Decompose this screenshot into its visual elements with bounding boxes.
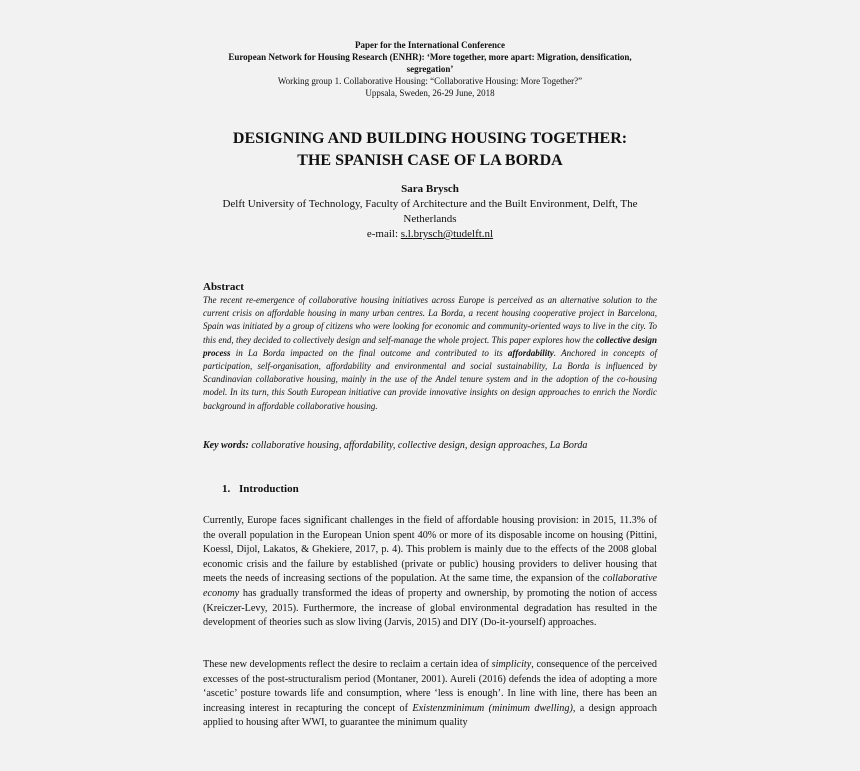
paragraph-2 [203, 658, 657, 731]
p2-part-1: These new developments reflect the desire to reclaim a certain idea of [203, 659, 492, 670]
p2-italic-1: simplicity [491, 659, 532, 670]
header-line-2: European Network for Housing Research (ENHR): ‘More together, more apart: Migration, densification, [228, 52, 632, 62]
p2-italic-2: Existenzminimum (minimum dwelling) [412, 702, 573, 714]
header-line-1: Paper for the International Conference [355, 40, 505, 50]
header-line-4: Working group 1. Collaborative Housing: “Collaborative Housing: More Together?” [277, 76, 583, 86]
p2-part-3: , a design approach applied to housing after WWI, to guarantee the minimum quality [203, 702, 657, 729]
abstract-bold-1: collective design process [203, 334, 657, 358]
paper-title [0, 128, 860, 172]
keywords-label: Key words: [203, 440, 249, 451]
abstract-part-3: . Anchored in concepts of participation, self-organisation, affordability and environmental and social sustainability, La Borda is influenced by Scandinavian collaborative housing, mainly in the use of the Andel tenure system and in the adoption of the co-housing model. In its turn, this South European initiative can provide innovative insights on design approaches to enrich the Nordic background in affordable collaborative housing. [203, 347, 657, 411]
header-line-5: Uppsala, Sweden, 26-29 June, 2018 [365, 88, 495, 98]
email-label: e-mail: [366, 228, 401, 240]
author-email-line [0, 227, 860, 242]
section-title: Introduction [239, 483, 299, 495]
p2-part-2: , consequence of the perceived excesses of the post-structuralism period (Montaner, 2001). Aureli (2016) defends the idea of adopting a more ‘ascetic’ posture towards life and consumption, where ‘less is enough’. In line with line, there has been an increasing interest in recapturing the concept of [203, 659, 657, 714]
abstract-heading: Abstract [203, 281, 244, 293]
title-line-2: THE SPANISH CASE OF LA BORDA [297, 152, 563, 169]
author-name: Sara Brysch [401, 183, 459, 195]
keywords [203, 439, 657, 452]
abstract-bold-2: affordability [507, 347, 554, 358]
p1-part-1: Currently, Europe faces significant challenges in the field of affordable housing provision: in 2015, 11.3% of the overall population in the European Union spent 40% or more of its disposable income on housing (Pittini, Koessl, Dijol, Lakatos, & Ghekiere, 2017, p. 4). This problem is mainly due to the effects of the 2008 global economic crisis and the failure by established (private or public) housing providers to deliver housing that meets the needs of increasing sections of the population. At the same time, the expansion of the [203, 515, 657, 585]
section-number: 1. [222, 483, 231, 495]
email-link[interactable]: s.l.brysch@tudelft.nl [400, 228, 494, 240]
author-block [0, 182, 860, 242]
conference-header [0, 39, 860, 99]
title-line-1: DESIGNING AND BUILDING HOUSING TOGETHER: [232, 130, 628, 147]
header-line-3: segregation’ [406, 64, 454, 74]
paragraph-1 [203, 514, 657, 631]
author-affiliation: Delft University of Technology, Faculty of Architecture and the Built Environment, Delft, The Netherlands [222, 198, 638, 225]
section-heading [222, 483, 299, 495]
keywords-text: collaborative housing, affordability, collective design, design approaches, La Borda [248, 440, 588, 451]
abstract-part-1: The recent re-emergence of collaborative housing initiatives across Europe is perceived as an alternative solution to the current crisis on affordable housing in many urban centres. La Borda, a recent housing cooperative project in Barcelona, Spain was initiated by a group of citizens who were looking for economic and community-oriented ways to live in the city. To this end, they decided to collectively design and self-manage the whole project. This paper explores how the [203, 295, 657, 345]
p1-italic-1: collaborative economy [203, 573, 657, 599]
abstract-text [203, 294, 657, 413]
p1-part-2: has gradually transformed the ideas of property and ownership, by promoting the notion of access (Kreiczer-Levy, 2015). Furthermore, the increase of global environmental degradation has resulted in the development of theories such as slow living (Jarvis, 2015) and DIY (Do-it-yourself) approaches. [203, 587, 657, 629]
abstract-part-2: in La Borda impacted on the final outcome and contributed to its [230, 347, 508, 358]
